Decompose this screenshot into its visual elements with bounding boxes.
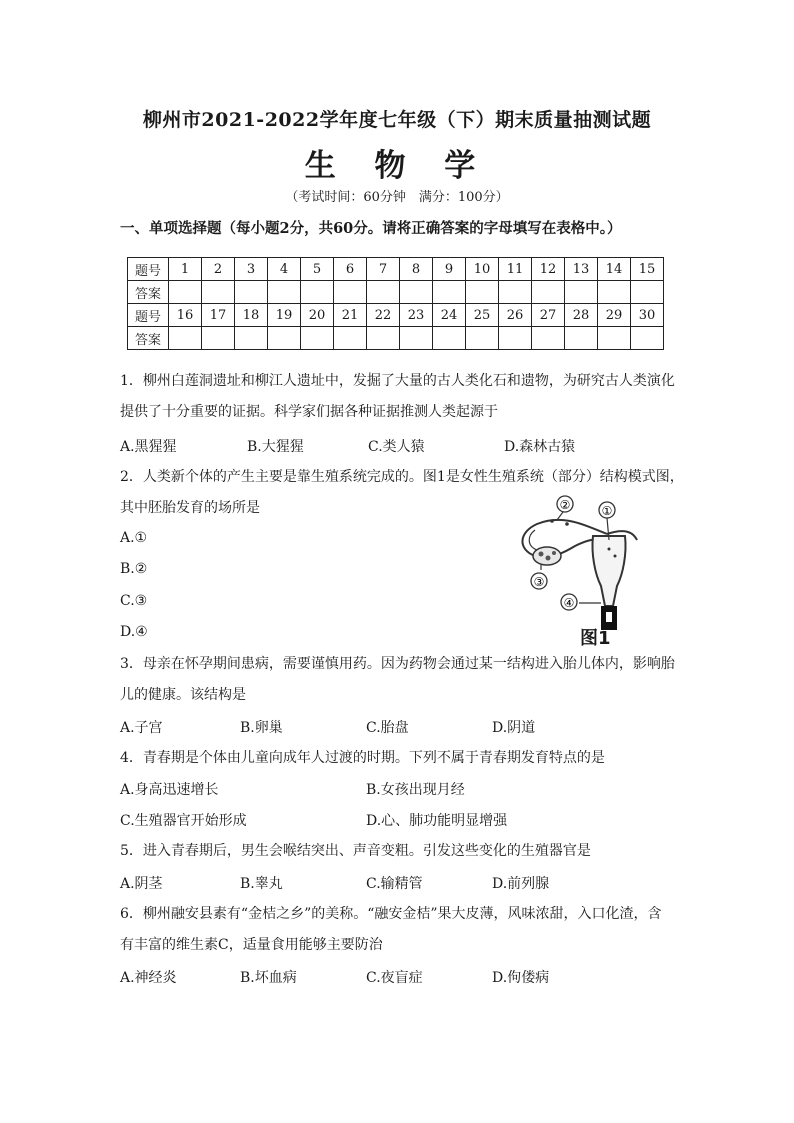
answer-cell[interactable] [598,281,631,304]
answer-cell[interactable] [202,327,235,350]
question-number-label: 题号 [128,258,169,281]
option-d[interactable]: D.森林古猿 [504,439,576,455]
table-row [128,304,664,327]
answer-cell[interactable] [268,281,301,304]
figure-caption: 图1 [580,628,611,649]
option-b[interactable]: B.女孩出现月经 [366,782,465,798]
question-number: 29 [598,304,631,327]
question-number: 12 [532,258,565,281]
question-number: 27 [532,304,565,327]
option-b[interactable]: B.② [120,561,148,577]
question-number: 11 [499,258,532,281]
section-heading: 一、单项选择题（每小题2分，共60分。请将正确答案的字母填写在表格中。） [120,220,622,237]
option-c[interactable]: C.③ [120,593,148,609]
answer-cell[interactable] [301,327,334,350]
question-number: 26 [499,304,532,327]
answer-cell[interactable] [400,281,433,304]
option-d[interactable]: D.心、肺功能明显增强 [366,813,508,829]
answer-cell[interactable] [334,281,367,304]
female-reproductive-system-diagram [507,494,647,644]
question-number: 14 [598,258,631,281]
question-text: 有丰富的维生素C，适量食用能够主要防治 [120,937,383,953]
answer-cell[interactable] [169,281,202,304]
answer-cell[interactable] [532,281,565,304]
answer-cell[interactable] [301,281,334,304]
question-text: 4．青春期是个体由儿童向成年人过渡的时期。下列不属于青春期发育特点的是 [120,750,605,766]
answer-cell[interactable] [202,281,235,304]
answer-cell[interactable] [367,281,400,304]
answer-cell[interactable] [565,281,598,304]
question-number: 18 [235,304,268,327]
answer-cell[interactable] [466,327,499,350]
question-number: 19 [268,304,301,327]
option-a[interactable]: A.身高迅速增长 [120,782,219,798]
option-b[interactable]: B.坏血病 [240,970,297,986]
option-a[interactable]: A.子宫 [120,720,163,736]
question-number: 20 [301,304,334,327]
question-text: 1．柳州白莲洞遗址和柳江人遗址中，发掘了大量的古人类化石和遗物，为研究古人类演化 [120,373,675,389]
question-1-stem [120,366,690,428]
answer-cell[interactable] [532,327,565,350]
subject-title: 生 物 学 [304,148,490,184]
question-number: 22 [367,304,400,327]
question-text: 其中胚胎发育的场所是 [120,500,260,516]
answer-label: 答案 [128,327,169,350]
label-1: ① [601,504,613,518]
question-3-stem [120,649,690,711]
question-number: 8 [400,258,433,281]
question-text: 6．柳州融安县素有“金桔之乡”的美称。“融安金桔”果大皮薄，风味浓甜，入口化渣，含 [120,906,662,922]
question-number: 17 [202,304,235,327]
exam-info: （考试时间：60分钟 满分：100分） [285,190,509,205]
option-d[interactable]: D.佝偻病 [492,970,550,986]
question-text: 5．进入青春期后，男生会喉结突出、声音变粗。引发这些变化的生殖器官是 [120,843,591,859]
answer-cell[interactable] [367,327,400,350]
label-3: ③ [533,575,545,589]
question-number: 13 [565,258,598,281]
question-number: 28 [565,304,598,327]
answer-cell[interactable] [631,281,664,304]
question-number: 7 [367,258,400,281]
label-4: ④ [563,596,575,610]
exam-title: 柳州市2021-2022学年度七年级（下）期末质量抽测试题 [142,109,652,131]
option-c[interactable]: C.生殖器官开始形成 [120,813,247,829]
answer-cell[interactable] [433,327,466,350]
question-number: 30 [631,304,664,327]
question-number: 9 [433,258,466,281]
option-c[interactable]: C.输精管 [366,876,423,892]
question-6-stem [120,899,690,961]
question-text: 儿的健康。该结构是 [120,687,246,703]
question-4-stem [120,743,690,774]
question-number: 15 [631,258,664,281]
option-b[interactable]: B.大猩猩 [247,439,304,455]
answer-table [127,257,664,350]
question-number: 25 [466,304,499,327]
option-a[interactable]: A.① [120,530,148,546]
answer-cell[interactable] [466,281,499,304]
answer-cell[interactable] [433,281,466,304]
answer-cell[interactable] [400,327,433,350]
option-c[interactable]: C.夜盲症 [366,970,423,986]
question-text: 提供了十分重要的证据。科学家们据各种证据推测人类起源于 [120,404,498,420]
table-row [128,327,664,350]
answer-cell[interactable] [598,327,631,350]
table-row [128,258,664,281]
label-2: ② [559,498,571,512]
option-d[interactable]: D.④ [120,624,148,640]
answer-cell[interactable] [499,281,532,304]
question-number: 3 [235,258,268,281]
answer-cell[interactable] [334,327,367,350]
question-number: 24 [433,304,466,327]
option-a[interactable]: A.神经炎 [120,970,177,986]
answer-cell[interactable] [499,327,532,350]
question-text: 3．母亲在怀孕期间患病，需要谨慎用药。因为药物会通过某一结构进入胎儿体内，影响胎 [120,656,675,672]
option-b[interactable]: B.睾丸 [240,876,283,892]
question-number: 2 [202,258,235,281]
question-text: 2．人类新个体的产生主要是靠生殖系统完成的。图1是女性生殖系统（部分）结构模式图， [120,469,684,485]
question-number: 5 [301,258,334,281]
question-number: 10 [466,258,499,281]
question-number: 6 [334,258,367,281]
option-c[interactable]: C.胎盘 [366,720,409,736]
question-number: 23 [400,304,433,327]
question-5-stem [120,836,690,867]
option-a[interactable]: A.阴茎 [120,876,163,892]
answer-cell[interactable] [235,281,268,304]
option-d[interactable]: D.前列腺 [492,876,550,892]
question-number: 1 [169,258,202,281]
answer-cell[interactable] [268,327,301,350]
option-b[interactable]: B.卵巢 [240,720,283,736]
table-row [128,281,664,304]
question-number: 16 [169,304,202,327]
answer-cell[interactable] [565,327,598,350]
option-a[interactable]: A.黑猩猩 [120,439,177,455]
answer-label: 答案 [128,281,169,304]
answer-cell[interactable] [235,327,268,350]
answer-cell[interactable] [631,327,664,350]
question-number: 21 [334,304,367,327]
option-c[interactable]: C.类人猿 [368,439,425,455]
option-d[interactable]: D.阴道 [492,720,536,736]
question-number-label: 题号 [128,304,169,327]
answer-cell[interactable] [169,327,202,350]
question-number: 4 [268,258,301,281]
